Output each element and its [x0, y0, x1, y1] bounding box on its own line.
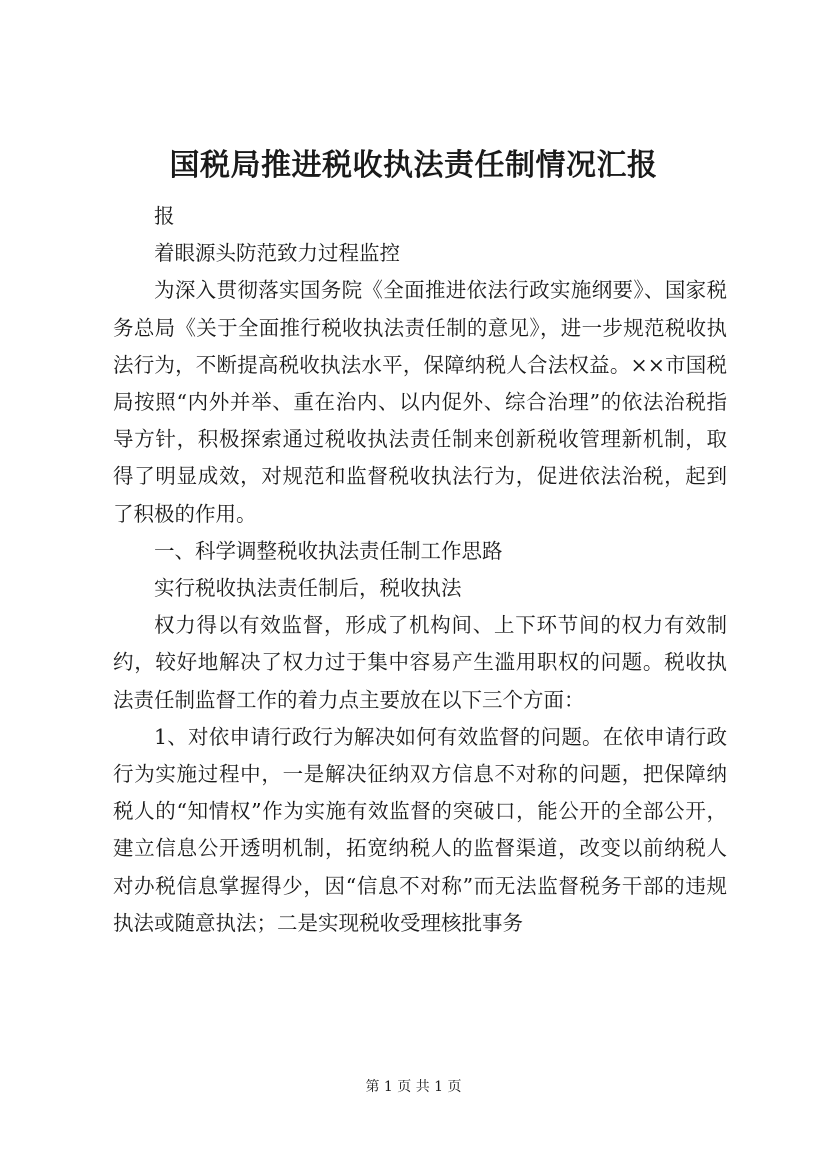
paragraph-intro: 为深入贯彻落实国务院《全面推进依法行政实施纲要》、国家税务总局《关于全面推行税收执法责任制的意见》，进一步规范税收执法行为，不断提高税收执法水平，保障纳税人合法权益。××市国税局按照“内外并举、重在治内、以内促外、综合治理”的依法治税指导方针，积极探索通过税收执法责任制来创新税收管理新机制，取得了明显成效，对规范和监督税收执法行为，促进依法治税，起到了积极的作用。 — [113, 278, 727, 526]
document-body — [113, 198, 727, 942]
paragraph-short: 实行税收执法责任制后，税收执法 — [154, 576, 462, 601]
paragraph-fragment: 报 — [154, 204, 175, 228]
paragraph-subtitle: 着眼源头防范致力过程监控 — [154, 241, 400, 266]
document-title: 国税局推进税收执法责任制情况汇报 — [169, 148, 658, 183]
paragraph-point-1: 1、对依申请行政行为解决如何有效监督的问题。在依申请行政行为实施过程中，一是解决征纳双方信息不对称的问题，把保障纳税人的“知情权”作为实施有效监督的突破口，能公开的全部公开，建立信息公开透明机制，拓宽纳税人的监督渠道，改变以前纳税人对办税信息掌握得少，因“信息不对称”而无法监督税务干部的违规执法或随意执法；二是实现税收受理核批事务 — [113, 724, 727, 935]
paragraph-supervision: 权力得以有效监督，形成了机构间、上下环节间的权力有效制约，较好地解决了权力过于集中容易产生滥用职权的问题。税收执法责任制监督工作的着力点主要放在以下三个方面： — [113, 613, 727, 712]
section-heading-1: 一、科学调整税收执法责任制工作思路 — [154, 538, 503, 563]
page-footer: 第 1 页 共 1 页 — [365, 1079, 462, 1095]
